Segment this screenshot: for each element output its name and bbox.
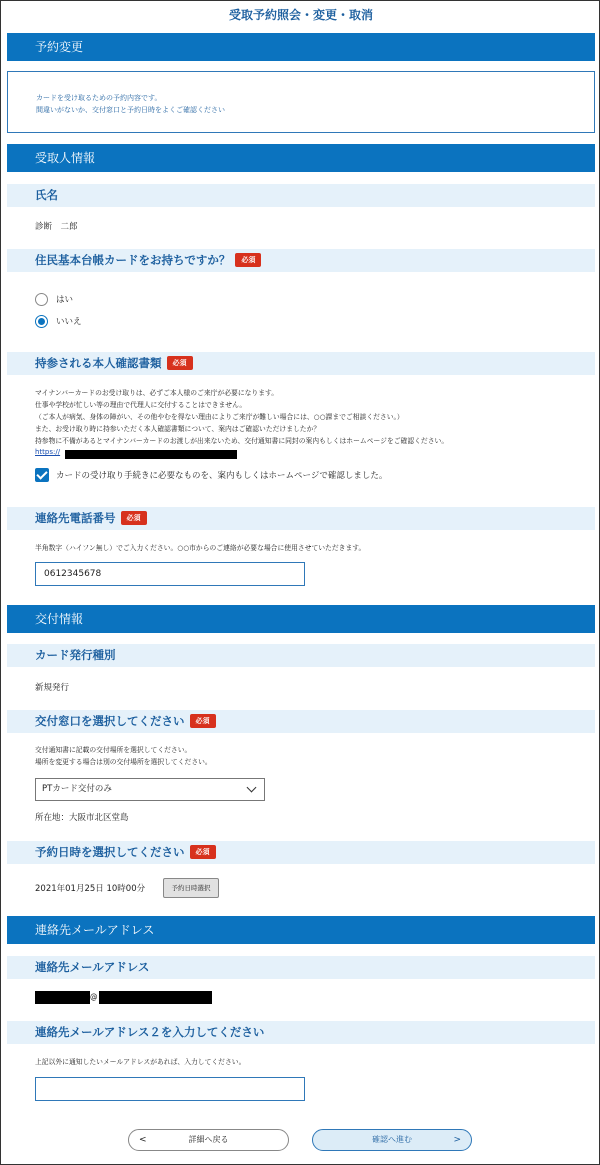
redacted-url — [65, 450, 237, 459]
phone-label: 連絡先電話番号 — [35, 511, 116, 525]
phone-input[interactable]: 0612345678 — [35, 562, 305, 586]
confirm-checkbox-label: カードの受け取り手続きに必要なものを、案内もしくはホームページで確認しました。 — [56, 470, 388, 481]
required-badge: 必須 — [121, 511, 147, 525]
radio-label: はい — [56, 295, 74, 305]
radio-button-selected[interactable] — [35, 315, 48, 328]
required-badge: 必須 — [167, 356, 193, 370]
notice-line: 間違いがないか、交付窓口と予約日時をよくご確認ください — [36, 106, 225, 114]
radio-option-yes[interactable] — [35, 292, 73, 306]
id-docs-line: 仕事や学校が忙しい等の理由で代理人に交付することはできません。 — [35, 401, 247, 409]
id-docs-heading — [7, 352, 595, 375]
id-docs-line: （ご本人が病気、身体の障がい、その他やむを得ない理由によりご来庁が難しい場合には、○○課までご相談ください。） — [35, 413, 404, 421]
back-arrow-icon: < — [139, 1135, 147, 1145]
window-help-line: 交付通知書に記載の交付場所を選択してください。 — [35, 746, 192, 754]
back-button-label: 詳細へ戻る — [188, 1135, 229, 1144]
homepage-link-text[interactable]: https:// — [35, 448, 61, 456]
card-type-value: 新規発行 — [35, 683, 70, 693]
back-button[interactable] — [128, 1129, 289, 1151]
radio-button[interactable] — [35, 293, 48, 306]
radio-label: いいえ — [56, 317, 82, 327]
required-badge: 必須 — [190, 714, 216, 728]
chevron-down-icon — [247, 783, 257, 793]
window-help — [35, 744, 212, 768]
confirm-checkbox[interactable] — [35, 468, 49, 482]
phone-heading — [7, 507, 595, 530]
id-docs-line: また、お受け取り時に持参いただく本人確認書類について、案内はご確認いただけましたか？ — [35, 425, 321, 433]
id-docs-line: マイナンバーカードのお受け取りは、必ずご本人様のご来庁が必要になります。 — [35, 389, 279, 397]
radio-option-no[interactable] — [35, 314, 82, 328]
page-title: 受取予約照会・変更・取消 — [228, 8, 373, 22]
window-heading — [7, 710, 595, 733]
id-docs-line: 持参物に不備があるとマイナンバーカードのお渡しが出来ないため、交付通知書に同封の案内もしくはホームページをご確認ください。 — [35, 437, 449, 445]
select-datetime-button[interactable]: 予約日時選択 — [163, 878, 219, 898]
name-value: 診断 二郎 — [35, 222, 78, 232]
window-help-line: 場所を変更する場合は別の交付場所を選択してください。 — [35, 758, 212, 766]
email-label: 連絡先メールアドレス — [7, 956, 595, 979]
required-badge: 必須 — [190, 845, 216, 859]
section-header-recipient: 受取人情報 — [7, 144, 595, 172]
homepage-link[interactable] — [35, 448, 60, 456]
resident-card-label: 住民基本台帳カードをお持ちですか？ — [35, 253, 231, 267]
datetime-heading — [7, 841, 595, 864]
email2-label: 連絡先メールアドレス２を入力してください — [7, 1021, 595, 1044]
reservation-notice — [7, 71, 595, 133]
email2-input[interactable] — [35, 1077, 305, 1101]
section-header-delivery: 交付情報 — [7, 605, 595, 633]
next-arrow-icon: > — [453, 1135, 461, 1145]
section-header-reservation: 予約変更 — [7, 33, 595, 61]
email-at-sign: @ — [90, 992, 98, 1001]
id-docs-label: 持参される本人確認書類 — [35, 356, 162, 370]
id-docs-text — [35, 387, 448, 447]
email2-help: 上記以外に通知したいメールアドレスがあれば、入力してください。 — [35, 1058, 246, 1066]
notice-line: カードを受け取るための予約内容です。 — [36, 94, 162, 102]
redacted-email-domain — [99, 991, 212, 1004]
redacted-email-local — [35, 991, 90, 1004]
window-label: 交付窓口を選択してください — [35, 714, 185, 728]
datetime-value: 2021年01月25日 10時00分 — [35, 884, 146, 894]
window-select[interactable] — [35, 778, 265, 801]
confirm-checkbox-row[interactable] — [35, 467, 387, 482]
next-button[interactable] — [312, 1129, 472, 1151]
required-badge: 必須 — [235, 253, 261, 267]
window-select-value: PTカード交付のみ — [42, 784, 112, 794]
next-button-label: 確認へ進む — [372, 1135, 412, 1144]
window-address: 所在地：大阪市北区堂島 — [35, 813, 129, 823]
resident-card-heading — [7, 249, 595, 272]
datetime-label: 予約日時を選択してください — [35, 845, 185, 859]
section-header-email: 連絡先メールアドレス — [7, 916, 595, 944]
phone-help: 半角数字（ハイフン無し）でご入力ください。○○市からのご連絡が必要な場合に使用させていただきます。 — [35, 544, 366, 552]
card-type-label: カード発行種別 — [7, 644, 595, 667]
name-label: 氏名 — [7, 184, 595, 207]
